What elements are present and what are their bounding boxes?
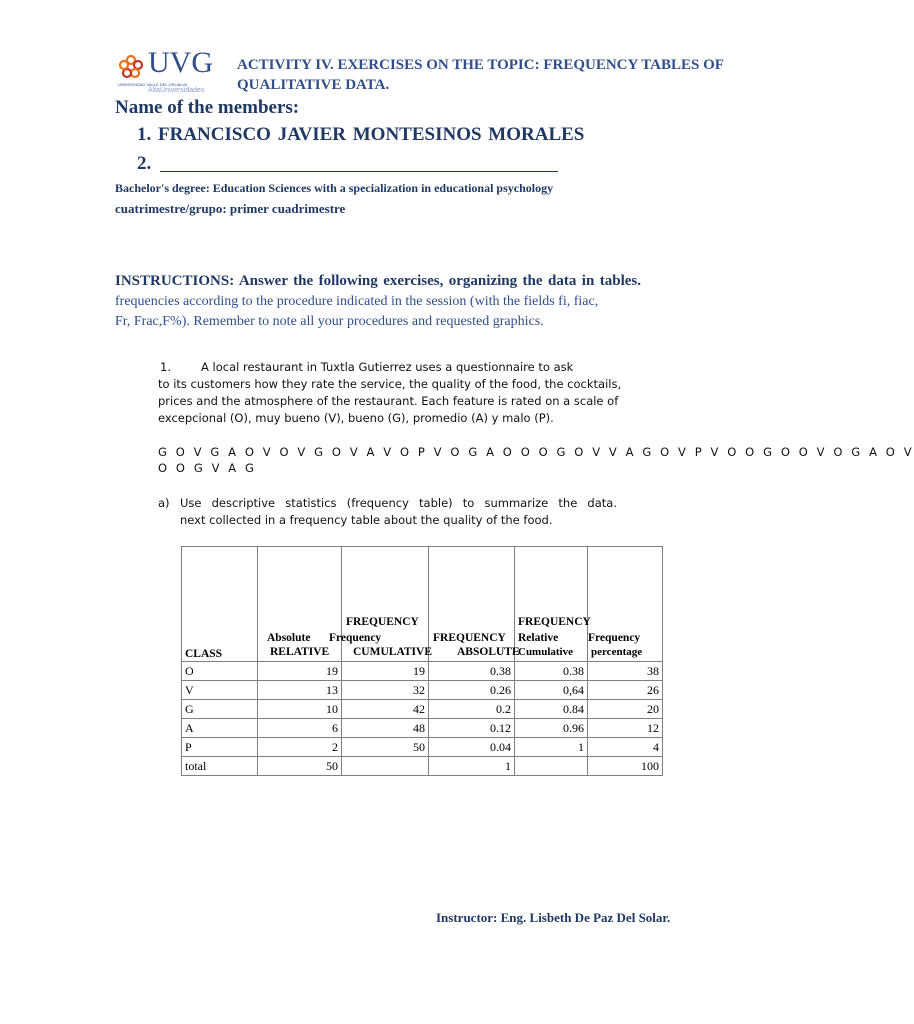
- instructor-line: Instructor: Eng. Lisbeth De Paz Del Solar.: [436, 910, 671, 925]
- header-frequency-absolute: FREQUENCY ABSOLUTE: [429, 547, 515, 662]
- member-1-name: 1. FRANCISCO JAVIER MONTESINOS MORALES: [137, 124, 585, 145]
- header-relative-cumulative: FREQUENCY Relative Cumulative: [515, 547, 588, 662]
- frequency-table: [181, 546, 663, 776]
- degree-line: Bachelor's degree: Education Sciences with a specialization in educational psychology: [115, 181, 554, 195]
- instructions-line-2: frequencies according to the procedure indicated in the session (with the fields fi, fiac,: [115, 294, 599, 309]
- question-a-text-2: next collected in a frequency table about the quality of the food.: [180, 513, 553, 527]
- table-row: G 10 42 0.2 0.84 20: [182, 700, 663, 719]
- group-line: cuatrimestre/grupo: primer cuadrimestre: [115, 201, 346, 216]
- instructions-line-1: [115, 273, 641, 290]
- header-percentage: Frequency percentage: [588, 547, 663, 662]
- table-row: O 19 19 0.38 0.38 38: [182, 662, 663, 681]
- member-2-label: 2.: [137, 153, 152, 174]
- problem-number: 1.: [160, 360, 171, 374]
- question-a-text: Use descriptive statistics (frequency table) to summarize the data.: [180, 496, 617, 510]
- table-row: P 2 50 0.04 1 4: [182, 738, 663, 757]
- flower-emblem-icon: [118, 54, 144, 80]
- table-total-row: total 50 1 100: [182, 757, 663, 776]
- table-header-row: [182, 547, 663, 662]
- instructions-text-1: Answer the following exercises, organizing the data in tables.: [234, 273, 641, 289]
- member-2-blank-line: [160, 171, 558, 172]
- members-label: Name of the members:: [115, 97, 300, 118]
- question-a-label: a): [158, 496, 170, 510]
- problem-line-2: to its customers how they rate the service, the quality of the food, the cocktails,: [158, 377, 622, 391]
- header-class: CLASS: [182, 547, 258, 662]
- uvg-logo: [118, 46, 226, 96]
- instructions-label: INSTRUCTIONS:: [115, 273, 235, 289]
- problem-line-4: excepcional (O), muy bueno (V), bueno (G), promedio (A) y malo (P).: [158, 411, 554, 425]
- logo-tagline: AltaUniversidades: [148, 87, 205, 94]
- header-frequency-cumulative: FREQUENCY Frequency CUMULATIVE: [342, 547, 429, 662]
- data-sequence-line-2: O O G V A G: [158, 461, 257, 475]
- problem-text-1: A local restaurant in Tuxtla Gutierrez uses a questionnaire to ask: [201, 360, 574, 374]
- header-absolute-relative: Absolute RELATIVE: [258, 547, 342, 662]
- table-row: A 6 48 0.12 0.96 12: [182, 719, 663, 738]
- data-sequence-line-1: G O V G A O V O V G O V A V O P V O G A O O O G O V V A G O V P V O O G O O V O G A O V: [158, 445, 914, 459]
- instructions-line-3: Fr, Frac,F%). Remember to note all your procedures and requested graphics.: [115, 314, 544, 329]
- table-row: V 13 32 0.26 0,64 26: [182, 681, 663, 700]
- problem-line-3: prices and the atmosphere of the restaurant. Each feature is rated on a scale of: [158, 394, 619, 408]
- logo-wordmark: UVG: [148, 46, 213, 79]
- logo-subtitle: UNIVERSIDAD VALLE DEL GRIJALVA: [118, 82, 188, 87]
- page-title: ACTIVITY IV. EXERCISES ON THE TOPIC: FREQUENCY TABLES OF QUALITATIVE DATA.: [237, 57, 724, 93]
